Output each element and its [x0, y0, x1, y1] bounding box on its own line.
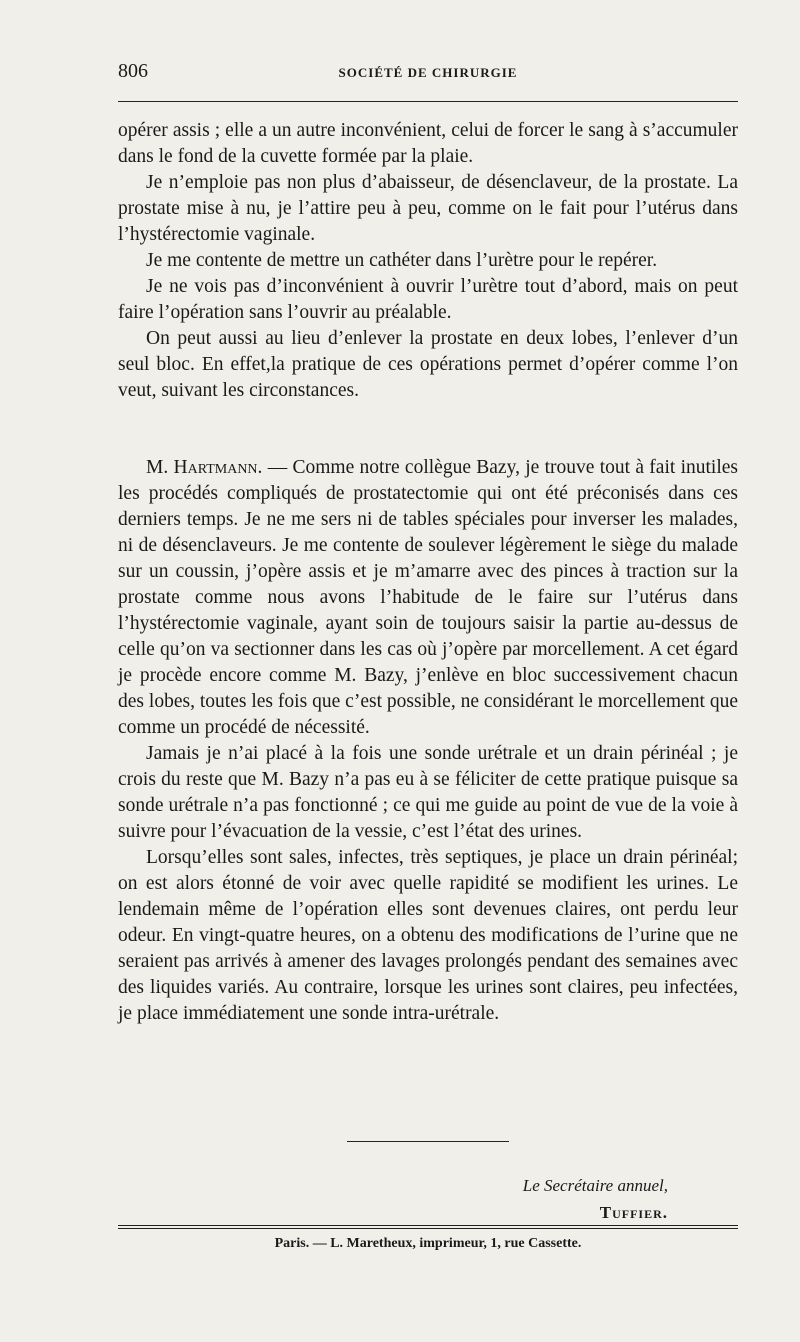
- speaker-text: . — Comme notre collègue Bazy, je trouve tout à fait inutiles les procédés compliqués de prostatectomie qui ont été préconisés dans ces derniers temps. Je ne me sers ni de tables spéciales pour inverser les malades, ni de désenclaveurs. Je me contente de soulever légèrement le siège du malade sur un coussin, j’opère assis et je m’amarre avec des pinces à traction sur la prostate comme nous avons l’habitude de le faire sur l’utérus dans l’hystérectomie vaginale, ayant soin de toujours saisir la partie au-dessus de celle qu’on va sectionner dans les cas où j’opère par morcellement. A cet égard je procède encore comme M. Bazy, j’enlève en bloc successivement chacun des lobes, toutes les fois que c’est possible, ne considérant le morcellement que comme un procédé de nécessité.: [118, 457, 738, 738]
- paragraph: Je n’emploie pas non plus d’abaisseur, de désenclaveur, de la prostate. La prostate mise à nu, je l’attire peu à peu, comme on le fait pour l’utérus dans l’hystérectomie vaginale.: [118, 172, 738, 245]
- signature-name: Tuffier.: [599, 1203, 668, 1222]
- speaker-name: Hartmann: [173, 457, 258, 478]
- page-number: 806: [118, 60, 148, 82]
- section-divider: [347, 1141, 509, 1142]
- text-block-1: [118, 118, 738, 404]
- paragraph: opérer assis ; elle a un autre inconvénient, celui de forcer le sang à s’accumuler dans le fond de la cuvette formée par la plaie.: [118, 120, 738, 167]
- signature-block: [523, 1172, 668, 1226]
- speaker-prefix: M.: [146, 457, 174, 478]
- paragraph: On peut aussi au lieu d’enlever la prostate en deux lobes, l’enlever d’un seul bloc. En effet,la pratique de ces opérations permet d’opérer comme l’on veut, suivant les circonstances.: [118, 328, 738, 401]
- paragraph: Jamais je n’ai placé à la fois une sonde urétrale et un drain périnéal ; je crois du reste que M. Bazy n’a pas eu à se féliciter de cette pratique puisque sa sonde urétrale n’a pas fonctionné ; ce qui me guide au point de vue de la voie à suivre pour l’évacuation de la vessie, c’est l’état des urines.: [118, 743, 738, 842]
- speaker-paragraph: [118, 455, 738, 741]
- signature-role: Le Secrétaire annuel,: [522, 1176, 668, 1195]
- printer-imprint: Paris. — L. Maretheux, imprimeur, 1, rue Cassette.: [274, 1236, 582, 1251]
- text-block-2: [118, 455, 738, 1027]
- paragraph: Je ne vois pas d’inconvénient à ouvrir l’urètre tout d’abord, mais on peut faire l’opération sans l’ouvrir au préalable.: [118, 276, 738, 323]
- page-header: [118, 58, 738, 88]
- running-title: SOCIÉTÉ DE CHIRURGIE: [338, 65, 518, 80]
- header-rule: [118, 101, 738, 102]
- footer-rule: [118, 1225, 738, 1229]
- paragraph: Je me contente de mettre un cathéter dans l’urètre pour le repérer.: [146, 250, 658, 271]
- paragraph: Lorsqu’elles sont sales, infectes, très septiques, je place un drain périnéal; on est alors étonné de voir avec quelle rapidité se modifient les urines. Le lendemain même de l’opération elles sont devenues claires, ont perdu leur odeur. En vingt-quatre heures, on a obtenu des modifications de l’urine que ne seraient pas arrivés à amener des lavages prolongés pendant des semaines avec des liquides variés. Au contraire, lorsque les urines sont claires, peu infectées, je place immédiatement une sonde intra-urétrale.: [118, 847, 738, 1024]
